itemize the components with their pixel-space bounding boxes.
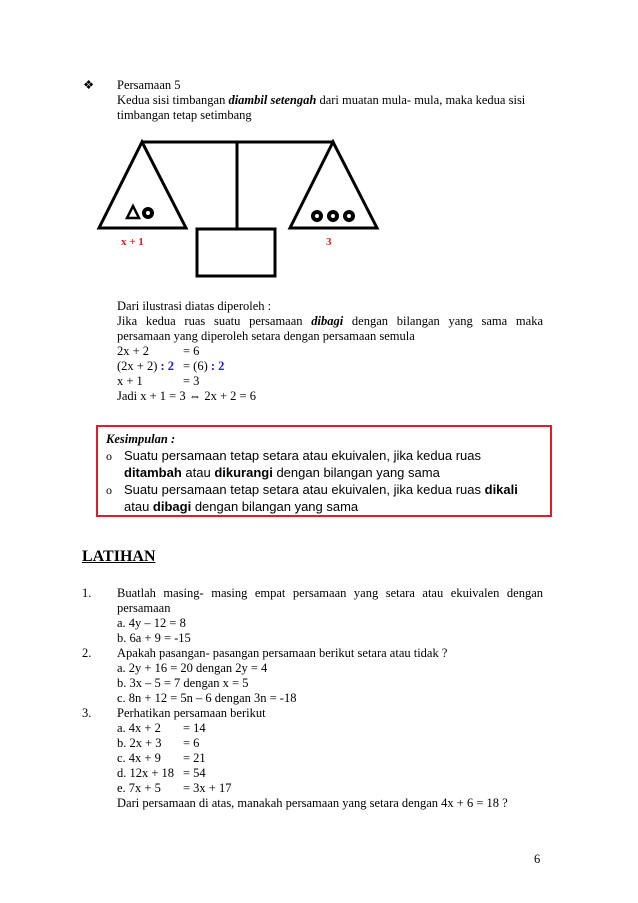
q3-item-left: e. 7x + 5 — [117, 781, 161, 795]
scale-base — [197, 229, 275, 276]
right-pan-label: 3 — [326, 236, 332, 248]
q2-a: a. 2y + 16 = 20 dengan 2y = 4 — [117, 661, 268, 675]
q3-item-right: = 14 — [183, 721, 206, 735]
q2-number: 2. — [82, 646, 92, 660]
latihan-heading: LATIHAN — [82, 548, 156, 565]
q1-a: a. 4y – 12 = 8 — [117, 616, 186, 630]
eq1-left: 2x + 2 — [117, 344, 150, 358]
q1-text: Buatlah masing- masing empat persamaan yang setara atau ekuivalen dengan — [117, 586, 543, 600]
item2-text: Suatu persamaan tetap setara atau ekuivalen, jika kedua ruas — [124, 482, 485, 497]
circle-bullet-icon: o — [106, 449, 112, 463]
eq3-right: = 3 — [183, 374, 200, 388]
q3-item-left: a. 4x + 2 — [117, 721, 161, 735]
item2-bold2: dibagi — [152, 499, 192, 514]
intro-emphasis: diambil setengah — [228, 93, 317, 107]
circle-bullet-icon: o — [106, 483, 112, 497]
q1-number: 1. — [82, 586, 92, 600]
q3-item-right: = 21 — [183, 751, 206, 765]
item2-bold1: dikali — [484, 482, 518, 497]
explanation-conclusion: Jadi x + 1 = 3 ⇔ 2x + 2 = 6 — [117, 389, 256, 403]
item1-end: dengan bilangan yang sama — [272, 465, 440, 480]
explanation-line1: Dari ilustrasi diatas diperoleh : — [117, 299, 272, 313]
q3-item-right: = 54 — [183, 766, 206, 780]
explanation-paragraph — [117, 314, 543, 344]
page-number: 6 — [534, 852, 541, 866]
section-title: Persamaan 5 — [117, 78, 181, 92]
item1-bold2: dikurangi — [214, 465, 273, 480]
eq2-divisor: : 2 — [160, 359, 175, 373]
intro-prefix: Kedua sisi timbangan — [117, 93, 229, 107]
eq2-right — [183, 359, 224, 374]
intro-suffix: dari muatan mula- mula, maka kedua sisi — [316, 93, 526, 107]
para-emphasis: dibagi — [311, 314, 344, 328]
eq2-divisor-right: : 2 — [210, 359, 225, 373]
item2-start: atau — [124, 499, 153, 514]
diamond-bullet-icon: ❖ — [83, 78, 95, 92]
eq2-left-text: (2x + 2) — [117, 359, 161, 373]
kesimpulan-item1-line1: Suatu persamaan tetap setara atau ekuivalen, jika kedua ruas — [124, 448, 482, 463]
kesimpulan-title: Kesimpulan : — [106, 432, 176, 446]
q3-item-left: d. 12x + 18 — [117, 766, 175, 780]
eq1-right: = 6 — [183, 344, 200, 358]
eq2-left — [117, 359, 174, 374]
q3-number: 3. — [82, 706, 92, 720]
q1-b: b. 6a + 9 = -15 — [117, 631, 191, 645]
q3-item-right: = 3x + 17 — [183, 781, 232, 795]
q2-text: Apakah pasangan- pasangan persamaan berikut setara atau tidak ? — [117, 646, 448, 660]
q3-item-left: b. 2x + 3 — [117, 736, 162, 750]
item2-end: dengan bilangan yang sama — [191, 499, 359, 514]
para-prefix: Jika kedua ruas suatu persamaan — [117, 314, 312, 328]
item1-mid: atau — [181, 465, 215, 480]
q1-text2: persamaan — [117, 601, 171, 615]
right-pan-contents — [311, 210, 355, 222]
q3-item-left: c. 4x + 9 — [117, 751, 161, 765]
item1-bold1: ditambah — [124, 465, 182, 480]
q2-c: c. 8n + 12 = 5n – 6 dengan 3n = -18 — [117, 691, 297, 705]
kesimpulan-item2-line1 — [124, 481, 518, 498]
para-suffix: dengan bilangan yang sama maka persamaan yang diperoleh setara dengan persamaan semula — [117, 314, 543, 343]
q3-item-right: = 6 — [183, 736, 200, 750]
eq3-left: x + 1 — [117, 374, 143, 388]
left-pan-contents — [127, 206, 154, 219]
kesimpulan-item1-line2 — [124, 464, 440, 481]
q3-text: Perhatikan persamaan berikut — [117, 706, 266, 720]
q2-b: b. 3x – 5 = 7 dengan x = 5 — [117, 676, 249, 690]
triangle-icon — [127, 206, 139, 218]
kesimpulan-item2-line2 — [124, 498, 358, 515]
section-intro-line2: timbangan tetap setimbang — [117, 108, 252, 122]
eq2-right-text: = (6) — [183, 359, 211, 373]
q3-question: Dari persamaan di atas, manakah persamaan yang setara dengan 4x + 6 = 18 ? — [117, 796, 508, 810]
left-pan-label: x + 1 — [121, 236, 144, 248]
